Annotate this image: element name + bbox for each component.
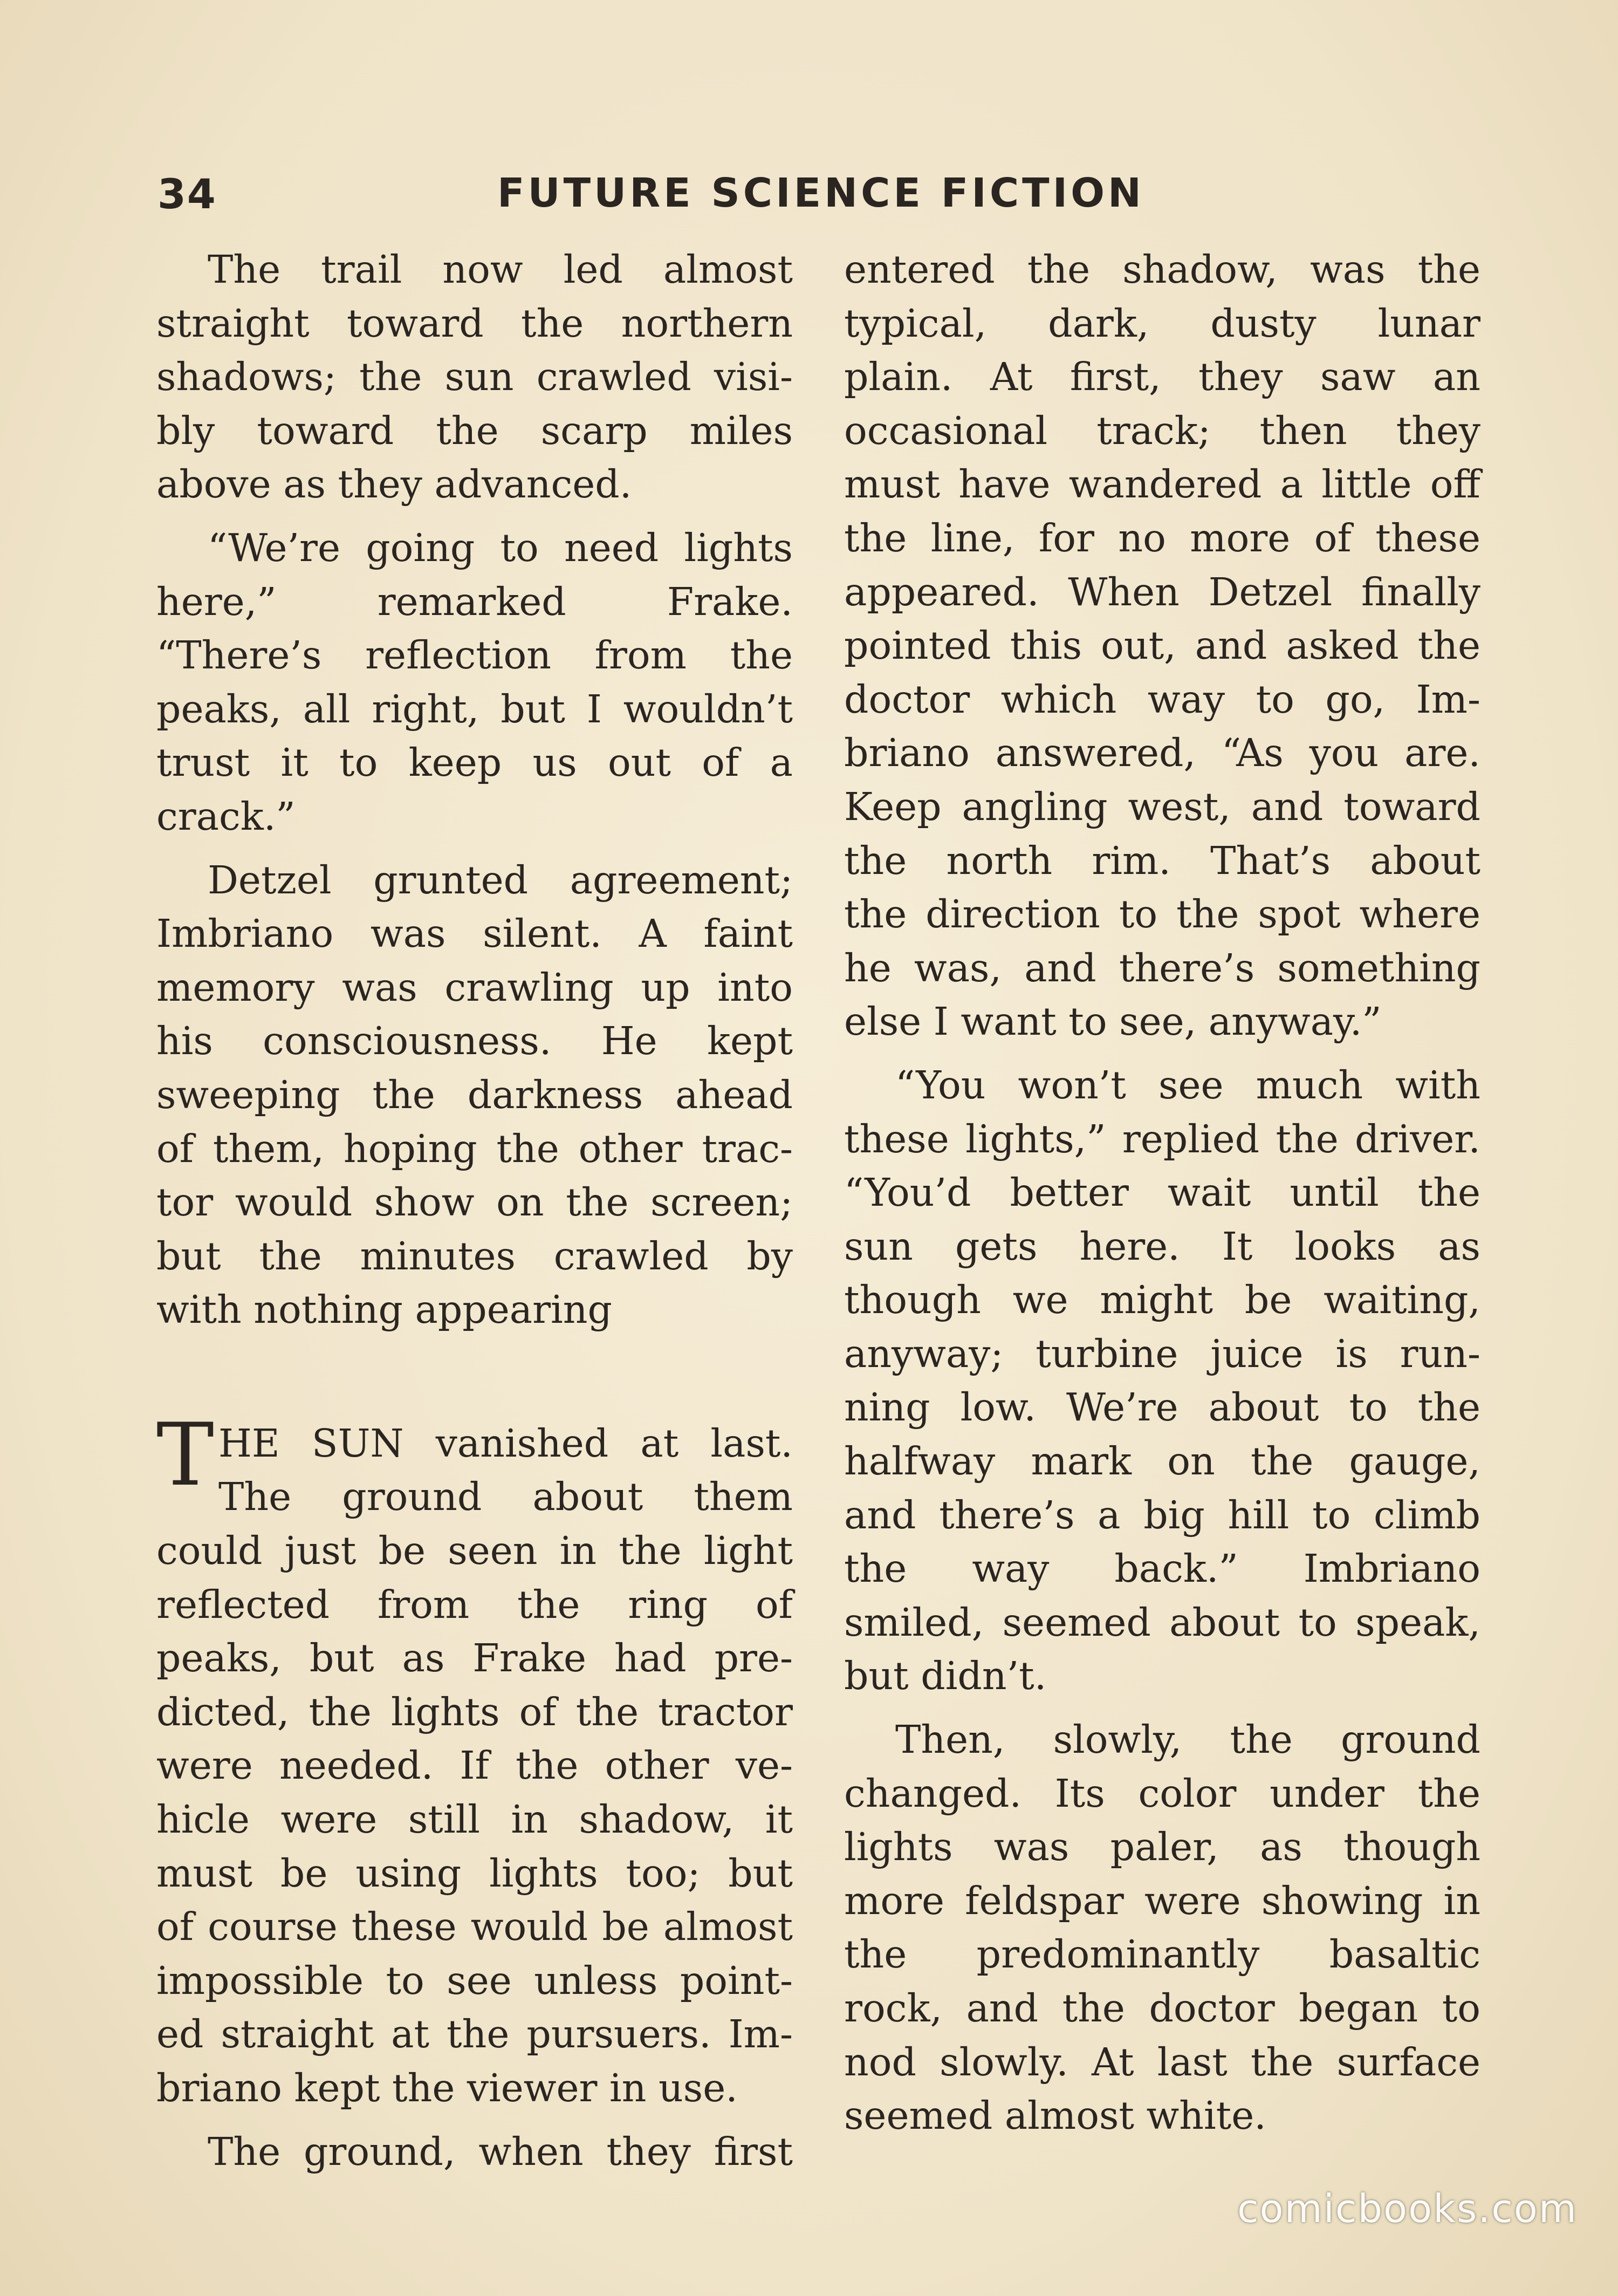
text-line: entered the shadow, was the xyxy=(844,247,1480,292)
text-line: sun gets here. It looks as xyxy=(844,1224,1480,1269)
text-line: The ground, when they first xyxy=(208,2129,793,2174)
text-line: but the minutes crawled by xyxy=(156,1233,793,1279)
text-line: occasional track; then they xyxy=(844,408,1480,453)
text-line: pointed this out, and asked the xyxy=(844,623,1480,668)
text-line: above as they advanced. xyxy=(156,462,632,507)
text-line: were needed. If the other ve- xyxy=(156,1743,793,1788)
text-line: Keep angling west, and toward xyxy=(844,784,1480,829)
text-line: his consciousness. He kept xyxy=(156,1019,793,1064)
text-line: “We’re going to need lights xyxy=(208,525,793,570)
text-line: appeared. When Detzel finally xyxy=(844,569,1480,614)
text-line: of them, hoping the other trac- xyxy=(156,1126,793,1171)
page-header xyxy=(157,165,1484,229)
site-watermark: comicbooks.com xyxy=(1237,2186,1578,2231)
text-line: ning low. We’re about to the xyxy=(844,1385,1480,1430)
text-line: trust it to keep us out of a xyxy=(156,740,793,785)
text-line: rock, and the doctor began to xyxy=(844,1986,1480,2031)
text-line: The trail now led almost xyxy=(208,247,793,292)
paragraph xyxy=(156,521,793,844)
paragraph xyxy=(156,2125,793,2179)
text-line: ed straight at the pursuers. Im- xyxy=(156,2012,793,2057)
text-line: Then, slowly, the ground xyxy=(895,1717,1480,1762)
paragraph xyxy=(844,1058,1480,1703)
text-line: impossible to see unless point- xyxy=(156,1958,793,2003)
text-line: else I want to see, anyway.” xyxy=(844,999,1382,1044)
text-line: must have wandered a little off xyxy=(844,462,1480,507)
text-line: with nothing appearing xyxy=(156,1287,612,1332)
section-break xyxy=(156,1347,793,1417)
right-column xyxy=(844,243,1480,2152)
text-line: must be using lights too; but xyxy=(156,1850,793,1896)
paragraph xyxy=(844,1713,1480,2143)
text-line: dicted, the lights of the tractor xyxy=(156,1689,793,1734)
text-line: hicle were still in shadow, it xyxy=(156,1797,793,1842)
text-line: doctor which way to go, Im- xyxy=(844,676,1480,722)
paragraph xyxy=(156,1404,793,2115)
text-line: HE SUN vanished at last. xyxy=(218,1420,793,1466)
text-line: nod slowly. At last the surface xyxy=(844,2039,1480,2085)
text-line: shadows; the sun crawled visi- xyxy=(156,354,793,400)
text-line: crack.” xyxy=(156,794,296,839)
text-line: typical, dark, dusty lunar xyxy=(844,300,1480,346)
text-line: the line, for no more of these xyxy=(844,515,1480,561)
paragraph xyxy=(156,853,793,1337)
text-line: halfway mark on the gauge, xyxy=(844,1439,1480,1484)
text-line: Detzel grunted agreement; xyxy=(208,857,793,903)
text-line: he was, and there’s something xyxy=(844,945,1480,990)
text-line: The ground about them xyxy=(218,1474,793,1520)
text-line: briano kept the viewer in use. xyxy=(156,2066,738,2110)
text-line: peaks, all right, but I wouldn’t xyxy=(156,686,793,732)
text-line: “You won’t see much with xyxy=(895,1062,1480,1108)
text-line: the way back.” Imbriano xyxy=(844,1546,1480,1591)
paragraph xyxy=(844,243,1480,1049)
text-line: briano answered, “As you are. xyxy=(844,730,1480,776)
paragraph xyxy=(156,243,793,511)
text-line: peaks, but as Frake had pre- xyxy=(156,1636,793,1681)
text-line: reflected from the ring of xyxy=(156,1582,793,1627)
text-line: though we might be waiting, xyxy=(844,1277,1480,1323)
text-line: straight toward the northern xyxy=(156,300,793,346)
text-line: sweeping the darkness ahead xyxy=(156,1072,793,1117)
text-line: these lights,” replied the driver. xyxy=(844,1116,1480,1161)
text-line: bly toward the scarp miles xyxy=(156,408,793,453)
text-line: Imbriano was silent. A faint xyxy=(156,911,793,956)
text-line: “You’d better wait until the xyxy=(844,1170,1480,1215)
text-line: memory was crawling up into xyxy=(156,965,793,1010)
left-column xyxy=(156,243,793,2188)
text-line: but didn’t. xyxy=(844,1653,1047,1699)
page-number: 34 xyxy=(157,170,217,218)
text-line: tor would show on the screen; xyxy=(156,1180,793,1225)
text-line: seemed almost white. xyxy=(844,2093,1266,2138)
text-line: here,” remarked Frake. xyxy=(156,579,793,624)
text-line: of course these would be almost xyxy=(156,1904,793,1950)
text-line: the north rim. That’s about xyxy=(844,838,1480,883)
text-line: and there’s a big hill to climb xyxy=(844,1492,1480,1538)
text-line: plain. At first, they saw an xyxy=(844,354,1480,400)
text-line: the predominantly basaltic xyxy=(844,1932,1480,1977)
text-line: anyway; turbine juice is run- xyxy=(844,1331,1480,1376)
text-line: “There’s reflection from the xyxy=(156,633,793,678)
text-line: lights was paler, as though xyxy=(844,1824,1480,1870)
text-line: changed. Its color under the xyxy=(844,1771,1480,1816)
drop-cap: T xyxy=(156,1404,214,1505)
text-line: more feldspar were showing in xyxy=(844,1878,1480,1923)
text-line: smiled, seemed about to speak, xyxy=(844,1600,1480,1645)
magazine-title: FUTURE SCIENCE FICTION xyxy=(497,170,1144,216)
text-line: the direction to the spot where xyxy=(844,892,1480,937)
text-line: could just be seen in the light xyxy=(156,1528,793,1574)
